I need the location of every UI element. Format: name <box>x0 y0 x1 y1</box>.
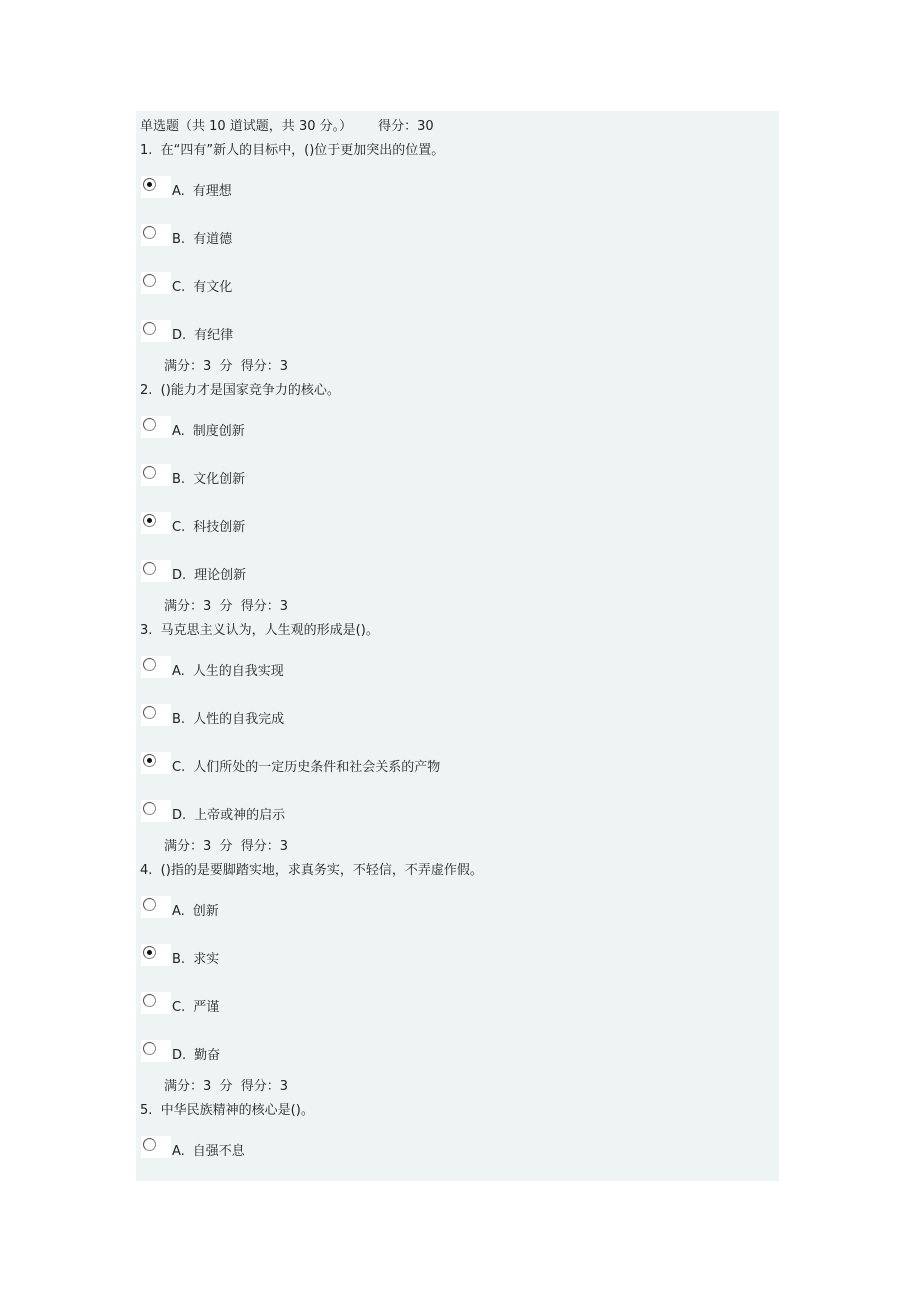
radio-container[interactable] <box>141 1040 171 1062</box>
radio-button-icon[interactable] <box>143 898 156 911</box>
option-letter: B. <box>172 232 186 247</box>
question-text <box>140 379 779 403</box>
option-label: 创新 <box>192 904 219 919</box>
option-letter: A. <box>172 424 185 439</box>
answer-option[interactable] <box>140 547 779 595</box>
radio-button-icon[interactable] <box>143 466 156 479</box>
question-block <box>140 379 779 619</box>
option-label: 文化创新 <box>193 472 246 487</box>
option-letter: D. <box>172 568 187 583</box>
radio-container[interactable] <box>141 512 171 534</box>
option-label: 科技创新 <box>193 520 246 535</box>
radio-button-icon[interactable] <box>143 994 156 1007</box>
answer-option[interactable] <box>140 403 779 451</box>
option-letter: D. <box>172 328 187 343</box>
question-block <box>140 139 779 379</box>
option-label: 有道德 <box>193 232 233 247</box>
section-title: 单选题（共 10 道试题，共 30 分。） <box>140 119 353 134</box>
section-header <box>140 115 779 139</box>
radio-container[interactable] <box>141 800 171 822</box>
answer-option[interactable] <box>140 259 779 307</box>
option-letter: D. <box>172 808 187 823</box>
answer-option[interactable] <box>140 931 779 979</box>
question-number: 4. <box>140 863 153 878</box>
radio-container[interactable] <box>141 320 171 342</box>
radio-button-icon[interactable] <box>143 802 156 815</box>
radio-button-icon[interactable] <box>143 1138 156 1151</box>
quiz-panel <box>136 111 779 1181</box>
question-text <box>140 139 779 163</box>
answer-option[interactable] <box>140 691 779 739</box>
option-letter: B. <box>172 952 186 967</box>
radio-button-icon[interactable] <box>143 322 156 335</box>
radio-button-icon[interactable] <box>143 178 156 191</box>
question-text <box>140 859 779 883</box>
answer-option[interactable] <box>140 163 779 211</box>
option-letter: A. <box>172 184 185 199</box>
question-stem: 在“四有”新人的目标中，()位于更加突出的位置。 <box>160 143 445 158</box>
radio-container[interactable] <box>141 464 171 486</box>
section-score: 得分：30 <box>378 119 434 134</box>
question-score: 满分：3 分 得分：3 <box>164 1079 289 1094</box>
option-label: 求实 <box>193 952 220 967</box>
question-number: 5. <box>140 1103 153 1118</box>
option-label: 自强不息 <box>192 1144 245 1159</box>
option-letter: C. <box>172 280 186 295</box>
option-label: 有纪律 <box>194 328 234 343</box>
answer-option[interactable] <box>140 643 779 691</box>
option-label: 勤奋 <box>194 1048 221 1063</box>
answer-option[interactable] <box>140 979 779 1027</box>
radio-button-icon[interactable] <box>143 226 156 239</box>
option-letter: B. <box>172 712 186 727</box>
question-block <box>140 619 779 859</box>
answer-option[interactable] <box>140 307 779 355</box>
option-label: 有理想 <box>192 184 232 199</box>
option-letter: C. <box>172 1000 186 1015</box>
question-stem: ()能力才是国家竞争力的核心。 <box>160 383 340 398</box>
radio-container[interactable] <box>141 656 171 678</box>
question-score: 满分：3 分 得分：3 <box>164 599 289 614</box>
radio-container[interactable] <box>141 1136 171 1158</box>
question-stem: 中华民族精神的核心是()。 <box>160 1103 314 1118</box>
radio-button-icon[interactable] <box>143 514 156 527</box>
radio-button-icon[interactable] <box>143 562 156 575</box>
answer-option[interactable] <box>140 499 779 547</box>
question-block <box>140 859 779 1099</box>
option-letter: C. <box>172 520 186 535</box>
radio-container[interactable] <box>141 416 171 438</box>
radio-button-icon[interactable] <box>143 946 156 959</box>
radio-container[interactable] <box>141 752 171 774</box>
question-score: 满分：3 分 得分：3 <box>164 359 289 374</box>
option-letter: C. <box>172 760 186 775</box>
answer-option[interactable] <box>140 211 779 259</box>
question-text <box>140 619 779 643</box>
radio-button-icon[interactable] <box>143 1042 156 1055</box>
option-label: 有文化 <box>193 280 233 295</box>
option-label: 严谨 <box>193 1000 220 1015</box>
answer-option[interactable] <box>140 1123 779 1171</box>
radio-container[interactable] <box>141 224 171 246</box>
option-label: 人性的自我完成 <box>193 712 285 727</box>
option-letter: A. <box>172 1144 185 1159</box>
answer-option[interactable] <box>140 787 779 835</box>
question-number: 3. <box>140 623 153 638</box>
question-score: 满分：3 分 得分：3 <box>164 839 289 854</box>
option-label: 制度创新 <box>192 424 245 439</box>
radio-container[interactable] <box>141 272 171 294</box>
answer-option[interactable] <box>140 739 779 787</box>
option-label: 人们所处的一定历史条件和社会关系的产物 <box>193 760 441 775</box>
option-label: 人生的自我实现 <box>192 664 284 679</box>
radio-button-icon[interactable] <box>143 658 156 671</box>
radio-button-icon[interactable] <box>143 418 156 431</box>
radio-container[interactable] <box>141 944 171 966</box>
option-letter: B. <box>172 472 186 487</box>
radio-container[interactable] <box>141 992 171 1014</box>
option-letter: D. <box>172 1048 187 1063</box>
radio-container[interactable] <box>141 560 171 582</box>
radio-button-icon[interactable] <box>143 754 156 767</box>
question-number: 1. <box>140 143 153 158</box>
question-block <box>140 1099 779 1171</box>
radio-container[interactable] <box>141 176 171 198</box>
question-number: 2. <box>140 383 153 398</box>
radio-button-icon[interactable] <box>143 706 156 719</box>
question-stem: 马克思主义认为，人生观的形成是()。 <box>160 623 379 638</box>
answer-option[interactable] <box>140 451 779 499</box>
question-text <box>140 1099 779 1123</box>
answer-option[interactable] <box>140 883 779 931</box>
answer-option[interactable] <box>140 1027 779 1075</box>
radio-container[interactable] <box>141 704 171 726</box>
option-letter: A. <box>172 664 185 679</box>
radio-container[interactable] <box>141 896 171 918</box>
radio-button-icon[interactable] <box>143 274 156 287</box>
option-letter: A. <box>172 904 185 919</box>
question-stem: ()指的是要脚踏实地，求真务实，不轻信，不弄虚作假。 <box>160 863 483 878</box>
option-label: 理论创新 <box>194 568 247 583</box>
option-label: 上帝或神的启示 <box>194 808 286 823</box>
